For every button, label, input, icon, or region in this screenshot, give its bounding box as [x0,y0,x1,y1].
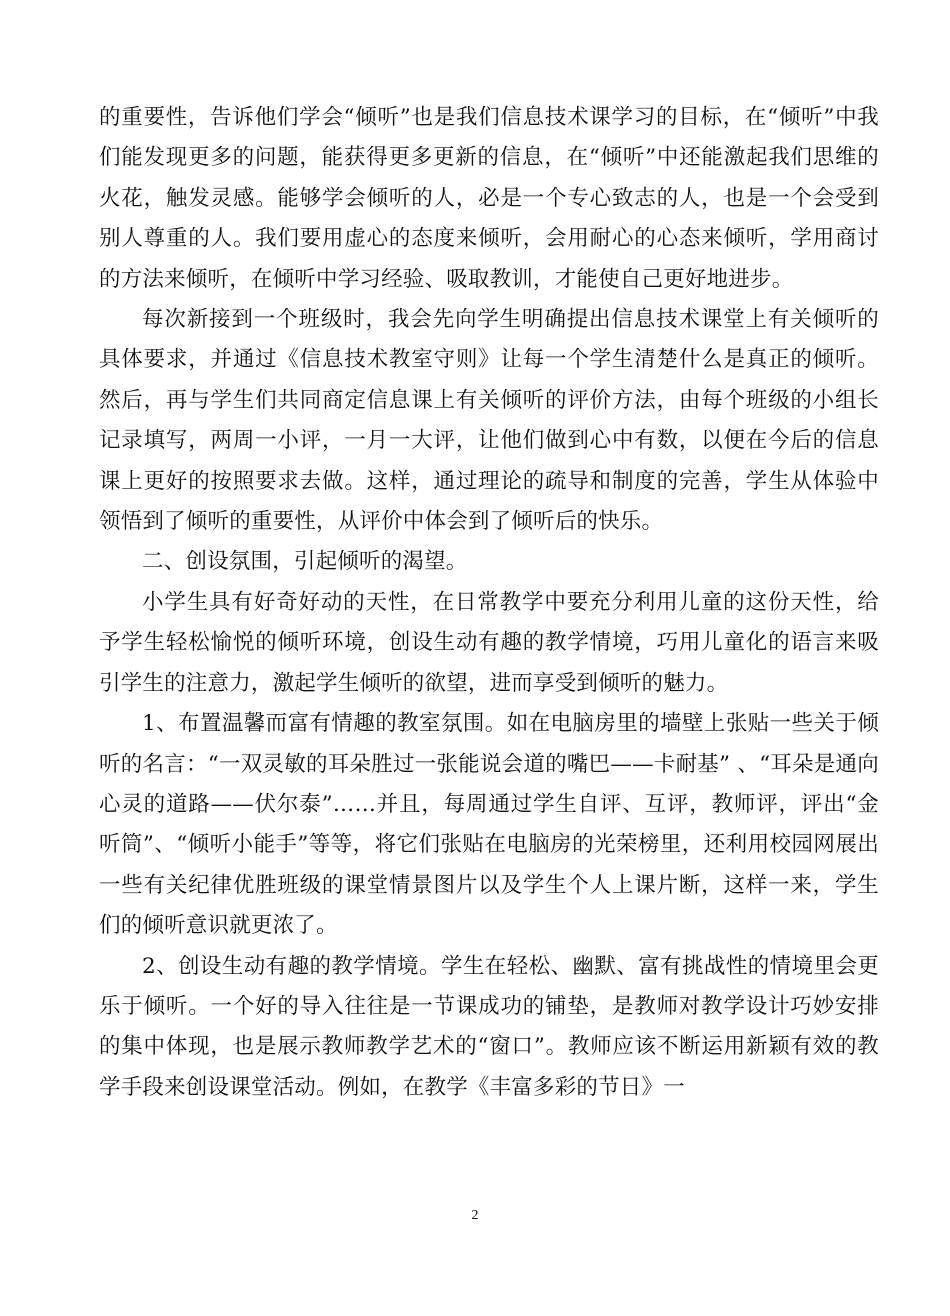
body-text [99,98,879,1108]
paragraph-continuation: 的重要性，告诉他们学会“倾听”也是我们信息技术课学习的目标，在“倾听”中我们能发现更多的问题，能获得更多更新的信息，在“倾听”中还能激起我们思维的火花，触发灵感。能够学会倾听的人，必是一个专心致志的人，也是一个会受到别人尊重的人。我们要用虚心的态度来倾听，会用耐心的心态来倾听，学用商讨的方法来倾听，在倾听中学习经验、吸取教训，才能使自己更好地进步。 [99,105,879,292]
page-number: 2 [471,1208,479,1223]
paragraph-child-nature: 小学生具有好奇好动的天性，在日常教学中要充分利用儿童的这份天性，给予学生轻松愉悦的倾听环境，创设生动有趣的教学情境，巧用儿童化的语言来吸引学生的注意力，激起学生倾听的欲望，进而享受到倾听的魅力。 [99,589,879,696]
paragraph-item-one: 1、布置温馨而富有情趣的教室氛围。如在电脑房里的墙壁上张贴一些关于倾听的名言：“一双灵敏的耳朵胜过一张能说会道的嘴巴——卡耐基” 、“耳朵是通向心灵的道路——伏尔泰”……并且，每周通过学生自评、互评，教师评，评出“金听筒”、“倾听小能手”等等，将它们张贴在电脑房的光荣榜里，还利用校园网展出一些有关纪律优胜班级的课堂情景图片以及学生个人上课片断，这样一来，学生们的倾听意识就更浓了。 [99,711,879,939]
section-heading-two: 二、创设氛围，引起倾听的渴望。 [142,549,468,575]
paragraph-item-two: 2、创设生动有趣的教学情境。学生在轻松、幽默、富有挑战性的情境里会更乐于倾听。一个好的导入往往是一节课成功的铺垫，是教师对教学设计巧妙安排的集中体现，也是展示教师教学艺术的“窗口”。教师应该不断运用新颖有效的教学手段来创设课堂活动。例如，在教学《丰富多彩的节日》一 [99,953,879,1100]
paragraph-class-requirements: 每次新接到一个班级时，我会先向学生明确提出信息技术课堂上有关倾听的具体要求，并通过《信息技术教室守则》让每一个学生清楚什么是真正的倾听。然后，再与学生们共同商定信息课上有关倾听的评价方法，由每个班级的小组长记录填写，两周一小评，一月一大评，让他们做到心中有数，以便在今后的信息课上更好的按照要求去做。这样，通过理论的疏导和制度的完善，学生从体验中领悟到了倾听的重要性，从评价中体会到了倾听后的快乐。 [99,307,879,535]
